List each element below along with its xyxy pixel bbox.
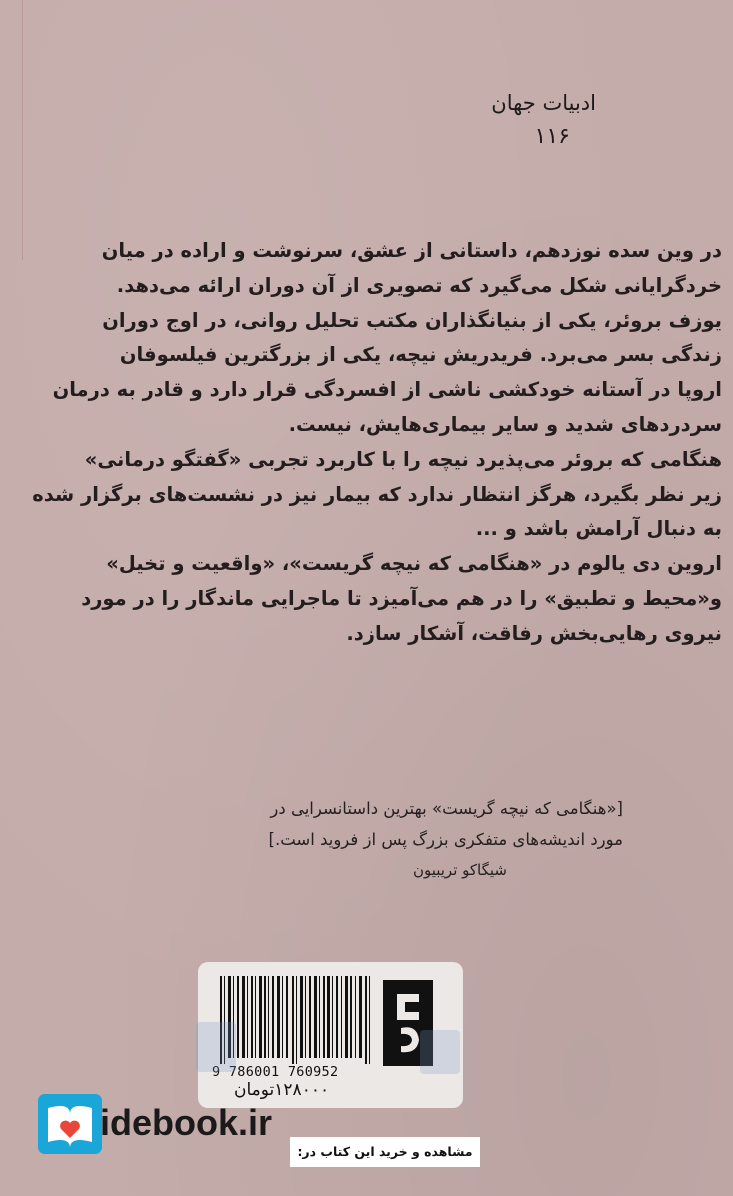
spine-mark xyxy=(22,0,23,260)
quote-author: شیگاکو تریبیون xyxy=(412,861,507,879)
blurb-line: و«محیط و تطبیق» را در هم می‌آمیزد تا ماجرایی ماندگار را در مورد xyxy=(81,586,722,610)
isbn-number: 9 786001 760952 xyxy=(212,1064,339,1080)
price-label: ۱۲۸۰۰۰تومان xyxy=(234,1080,330,1100)
blurb-line: زندگی بسر می‌برد. فریدریش نیچه، یکی از بزرگترین فیلسوفان xyxy=(119,343,722,367)
blurb-line: در وین سده نوزدهم، داستانی از عشق، سرنوشت و اراده در میان xyxy=(101,239,722,262)
ghost-mark xyxy=(420,1030,460,1074)
review-quote xyxy=(172,793,623,886)
series-name: ادبیات جهان xyxy=(491,91,596,115)
watermark-site: idebook.ir xyxy=(100,1102,273,1143)
blurb-line: اروپا در آستانه خودکشی ناشی از افسردگی قرار دارد و قادر به درمان xyxy=(52,378,722,402)
series-label xyxy=(491,88,596,152)
blurb-line: به دنبال آرامش باشد و ... xyxy=(475,517,722,541)
quote-line-2: مورد اندیشه‌های متفکری بزرگ پس از فروید است.] xyxy=(268,830,623,849)
blurb-line: هنگامی که بروئر می‌پذیرد نیچه را با کاربرد تجربی «گفتگو درمانی» xyxy=(84,447,722,471)
watermark-tagline: مشاهده و خرید این کتاب در: xyxy=(290,1137,480,1167)
quote-line-1: [«هنگامی که نیچه گریست» بهترین داستانسرایی در xyxy=(270,799,623,818)
barcode xyxy=(218,976,376,1064)
blurb-text xyxy=(32,234,722,652)
book-heart-icon xyxy=(38,1094,102,1154)
blurb-line: یوزف بروئر، یکی از بنیانگذاران مکتب تحلیل روانی، در اوج دوران xyxy=(102,308,722,332)
series-number: ۱۱۶ xyxy=(534,124,570,149)
blurb-line: اروین دی یالوم در «هنگامی که نیچه گریست»، «واقعیت و تخیل» xyxy=(106,552,722,576)
blurb-line: سردردهای شدید و سایر بیماری‌هایش، نیست. xyxy=(288,412,722,436)
blurb-line: زیر نظر بگیرد، هرگز انتظار ندارد که بیمار نیز در نشست‌های برگزار شده xyxy=(32,482,722,506)
blurb-line: نیروی رهایی‌بخش رفاقت، آشکار سازد. xyxy=(346,621,722,645)
blurb-line: خردگرایانی شکل می‌گیرد که تصویری از آن دوران ارائه می‌دهد. xyxy=(116,273,722,297)
ghost-mark xyxy=(196,1022,236,1072)
